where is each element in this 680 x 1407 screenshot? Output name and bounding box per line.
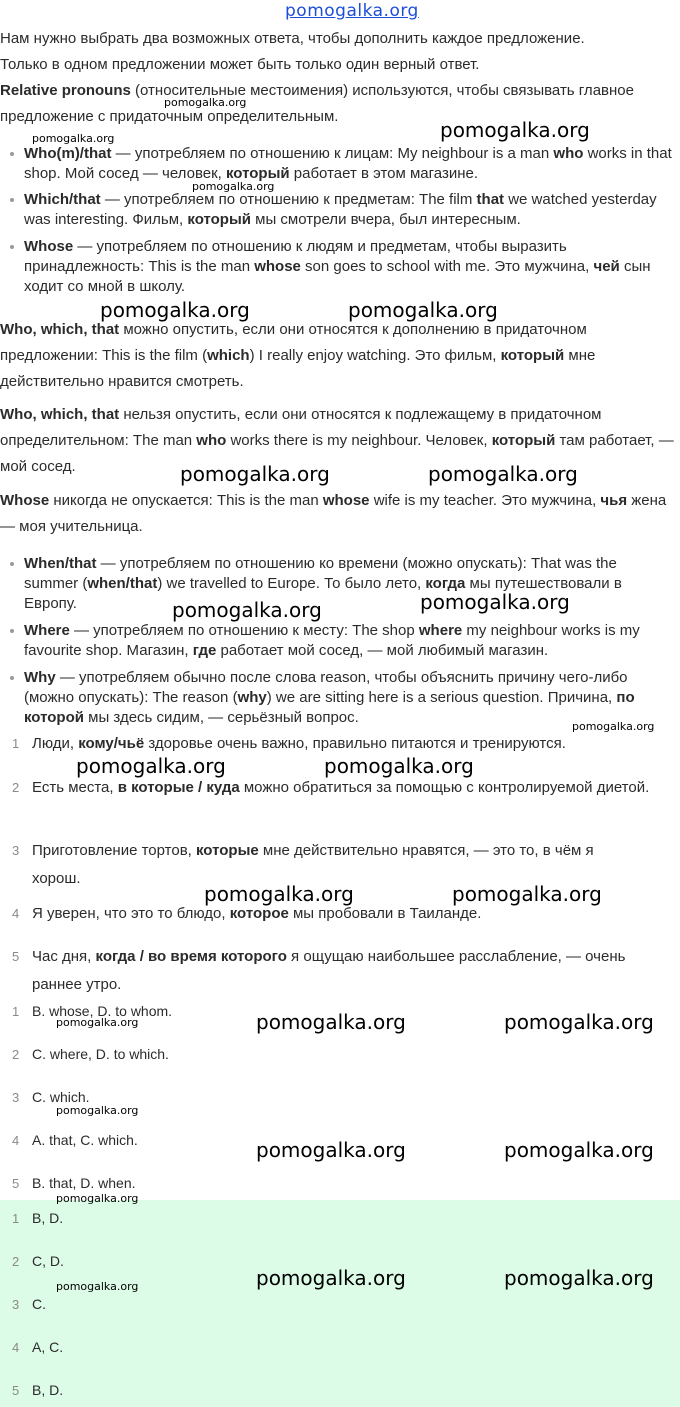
watermark: pomogalka.org — [32, 132, 115, 145]
watermark: pomogalka.org — [56, 1104, 139, 1117]
watermark: pomogalka.org — [56, 1016, 139, 1029]
answer-item: B, D. — [32, 1210, 64, 1226]
watermark: pomogalka.org — [440, 118, 590, 142]
answer-item: C. — [32, 1296, 46, 1312]
translation-item: Приготовление тортов, которые мне действительно нравятся, — это то, в чём я хорош. — [32, 842, 594, 887]
option-number: 2 — [12, 1047, 20, 1062]
watermark: pomogalka.org — [56, 1280, 139, 1293]
watermark: pomogalka.org — [256, 1266, 406, 1290]
answers-panel — [0, 1200, 680, 1407]
translation-item: Есть места, в которые / куда можно обратиться за помощью с контролируемой диетой. — [32, 779, 650, 796]
watermark: pomogalka.org — [256, 1138, 406, 1162]
translation-number: 4 — [12, 906, 20, 921]
watermark: pomogalka.org — [76, 754, 226, 778]
watermark: pomogalka.org — [504, 1010, 654, 1034]
watermark: pomogalka.org — [164, 96, 247, 109]
watermark: pomogalka.org — [56, 1192, 139, 1205]
option-number: 5 — [12, 1176, 20, 1191]
answer-number: 5 — [12, 1383, 20, 1398]
intro-line-2: Только в одном предложении может быть только один верный ответ. — [0, 56, 480, 73]
watermark: pomogalka.org — [420, 590, 570, 614]
option-item: A. that, C. which. — [32, 1132, 138, 1148]
answer-number: 1 — [12, 1211, 20, 1226]
translation-item: Час дня, когда / во время которого я ощущаю наибольшее расслабление, — очень раннее утро. — [32, 948, 626, 993]
watermark: pomogalka.org — [192, 180, 275, 193]
option-number: 4 — [12, 1133, 20, 1148]
rule-no-omit-subject: Who, which, that нельзя опустить, если они относятся к подлежащему в придаточном определительном: The man who works there is my neighbour. Человек, который там работает, — мой сосед. — [0, 406, 674, 475]
translation-item: Люди, кому/чьё здоровье очень важно, правильно питаются и тренируются. — [32, 735, 566, 752]
option-item: B. that, D. when. — [32, 1175, 136, 1191]
answer-item: A, C. — [32, 1339, 64, 1355]
intro-line-1: Нам нужно выбрать два возможных ответа, чтобы дополнить каждое предложение. — [0, 30, 585, 47]
watermark: pomogalka.org — [172, 598, 322, 622]
watermark: pomogalka.org — [100, 298, 250, 322]
bullet-where: Where — употребляем по отношению к месту: The shop where my neighbour works is my favourite shop. Магазин, где работает мой сосед, — мой любимый магазин. — [24, 621, 674, 661]
site-watermark-link[interactable]: pomogalka.org — [285, 1, 419, 21]
translation-item: Я уверен, что это то блюдо, которое мы пробовали в Таиланде. — [32, 905, 482, 922]
answer-number: 4 — [12, 1340, 20, 1355]
answer-item: C, D. — [32, 1253, 64, 1269]
watermark: pomogalka.org — [204, 882, 354, 906]
watermark: pomogalka.org — [348, 298, 498, 322]
rule-omit-object: Who, which, that можно опустить, если они относятся к дополнению в придаточном предложении: This is the film (which) I really enjoy watching. Это фильм, который мне действительно нравится смотреть. — [0, 321, 596, 390]
bullet-which: Which/that — употребляем по отношению к предметам: The film that we watched yesterday was interesting. Фильм, который мы смотрели вчера, был интересным. — [24, 190, 674, 230]
option-item: C. where, D. to which. — [32, 1046, 169, 1062]
rule-whose: Whose никогда не опускается: This is the man whose wife is my teacher. Это мужчина, чья жена — моя учительница. — [0, 492, 667, 535]
translation-number: 3 — [12, 843, 20, 858]
option-item: B. whose, D. to whom. — [32, 1003, 173, 1019]
bullet-why: Why — употребляем обычно после слова reason, чтобы объяснить причину чего-либо (можно опускать): The reason (why) we are sitting here is a serious question. Причина, по которой мы здесь сидим, — серьёзный вопрос. — [24, 668, 674, 728]
option-item: C. which. — [32, 1089, 90, 1105]
watermark: pomogalka.org — [180, 462, 330, 486]
bullet-whose: Whose — употребляем по отношению к людям и предметам, чтобы выразить принадлежность: This is the man whose son goes to school with me. Это мужчина, чей сын ходит со мной в школу. — [24, 237, 674, 297]
watermark: pomogalka.org — [428, 462, 578, 486]
answer-item: B, D. — [32, 1382, 64, 1398]
option-number: 1 — [12, 1004, 20, 1019]
option-number: 3 — [12, 1090, 20, 1105]
bullet-when: When/that — употребляем по отношению ко времени (можно опускать): That was the summer (when/that) we travelled to Europe. То было лето, когда мы путешествовали в Европу. — [24, 554, 674, 614]
watermark: pomogalka.org — [324, 754, 474, 778]
translation-number: 1 — [12, 736, 20, 751]
translation-number: 5 — [12, 949, 20, 964]
watermark: pomogalka.org — [452, 882, 602, 906]
watermark: pomogalka.org — [256, 1010, 406, 1034]
answer-number: 2 — [12, 1254, 20, 1269]
answer-number: 3 — [12, 1297, 20, 1312]
bullet-who: Who(m)/that — употребляем по отношению к лицам: My neighbour is a man who works in that shop. Мой сосед — человек, который работает в этом магазине. — [24, 144, 674, 184]
watermark: pomogalka.org — [504, 1266, 654, 1290]
watermark: pomogalka.org — [572, 720, 655, 733]
intro-relative-pronouns: Relative pronouns (относительные местоимения) используются, чтобы связывать главное предложение с придаточным определительным. — [0, 82, 634, 125]
translation-number: 2 — [12, 780, 20, 795]
watermark: pomogalka.org — [504, 1138, 654, 1162]
